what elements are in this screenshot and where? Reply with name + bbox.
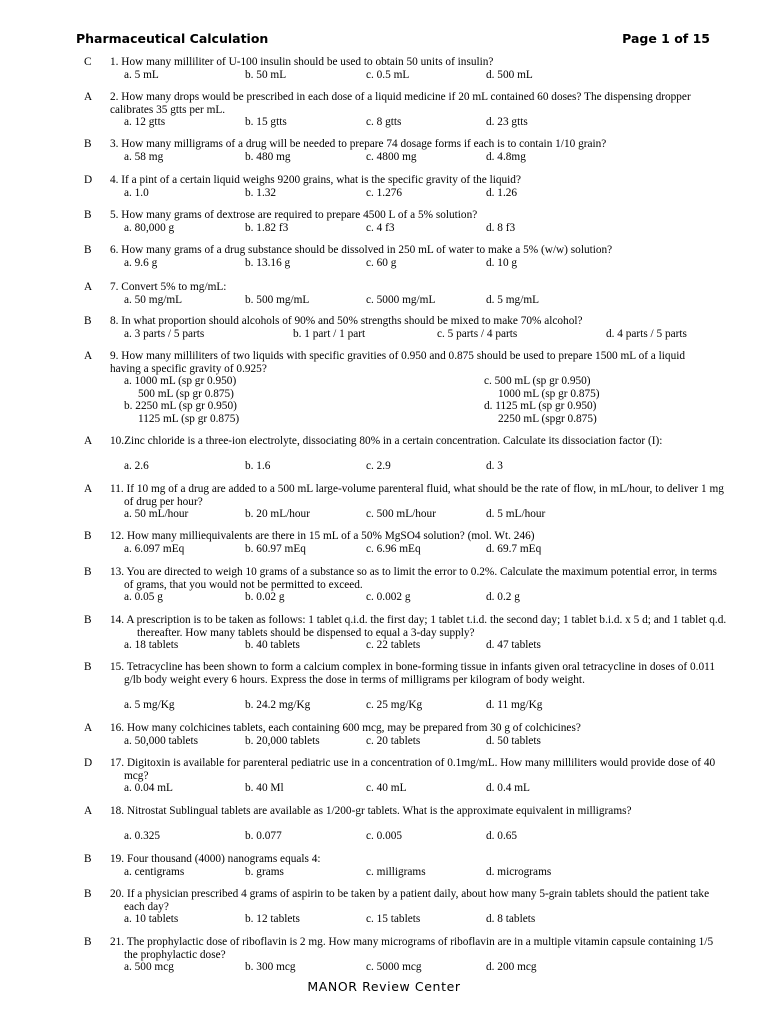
option-row bbox=[124, 591, 724, 604]
option: b. 40 tablets bbox=[245, 639, 300, 652]
options-group bbox=[124, 961, 724, 974]
option: a. 2.6 bbox=[124, 460, 149, 473]
option: b. grams bbox=[245, 865, 284, 878]
option-row bbox=[124, 699, 724, 712]
question-text: 17. Digitoxin is available for parenteral pediatric use in a concentration of 0.1mg/mL. How many milliliters would provide dose of 40 mcg? bbox=[110, 757, 716, 782]
option: d. 5 mL/hour bbox=[486, 508, 546, 521]
question-text: 15. Tetracycline has been shown to form a calcium complex in bone-forming tissue in infants given oral tetracycline in doses of 0.011 g/lb body weight every 6 hours. Express the dose in terms of milligrams per kilogram of body weight. bbox=[110, 661, 715, 686]
answer-key: B bbox=[84, 614, 92, 626]
option-row bbox=[124, 116, 724, 129]
answer-key: A bbox=[84, 281, 93, 293]
question-text: 1. How many milliliter of U-100 insulin should be used to obtain 50 units of insulin? bbox=[110, 56, 494, 68]
option: c. 60 g bbox=[366, 256, 397, 269]
question-text: 7. Convert 5% to mg/mL: bbox=[110, 281, 227, 293]
option-line: 500 mL (sp gr 0.875) bbox=[138, 387, 234, 400]
options-group bbox=[124, 699, 724, 712]
option: b. 12 tablets bbox=[245, 913, 300, 926]
option: a. 10 tablets bbox=[124, 913, 179, 926]
option: d. 47 tablets bbox=[486, 639, 541, 652]
option-line: 1000 mL (sp gr 0.875) bbox=[498, 387, 600, 400]
question-text: 18. Nitrostat Sublingual tablets are available as 1/200-gr tablets. What is the approximate equivalent in milligrams? bbox=[110, 805, 632, 817]
option-line: b. 2250 mL (sp gr 0.950) bbox=[124, 400, 237, 413]
options-group bbox=[124, 543, 724, 556]
question-text: 12. How many milliequivalents are there in 15 mL of a 50% MgSO4 solution? (mol. Wt. 246) bbox=[110, 530, 535, 542]
option: d. 1.26 bbox=[486, 186, 518, 199]
option: d. 23 gtts bbox=[486, 116, 528, 129]
answer-key: A bbox=[84, 722, 93, 734]
page-number: Page 1 of 15 bbox=[622, 31, 710, 46]
question-text: 3. How many milligrams of a drug will be needed to prepare 74 dosage forms if each is to contain 1/10 grain? bbox=[110, 138, 607, 150]
option-row bbox=[124, 328, 724, 341]
option: c. 6.96 mEq bbox=[366, 542, 421, 555]
option: a. 50,000 tablets bbox=[124, 734, 199, 747]
option: b. 1.32 bbox=[245, 186, 277, 199]
option-row bbox=[124, 460, 724, 473]
option-row bbox=[124, 639, 724, 652]
option: b. 300 mcg bbox=[245, 961, 296, 974]
option: c. 15 tablets bbox=[366, 913, 421, 926]
option: d. 3 bbox=[486, 460, 503, 473]
option-row bbox=[124, 782, 724, 795]
option: d. 8 tablets bbox=[486, 913, 536, 926]
option: b. 24.2 mg/Kg bbox=[245, 698, 311, 711]
question-text: 8. In what proportion should alcohols of 90% and 50% strengths should be mixed to make 70% alcohol? bbox=[110, 315, 583, 327]
answer-key: A bbox=[84, 435, 93, 447]
option: a. 5 mg/Kg bbox=[124, 698, 175, 711]
answer-key: A bbox=[84, 350, 93, 362]
option-row bbox=[124, 151, 724, 164]
question-text: 4. If a pint of a certain liquid weighs 9200 grains, what is the specific gravity of the liquid? bbox=[110, 174, 521, 186]
option: b. 15 gtts bbox=[245, 116, 287, 129]
option: b. 0.02 g bbox=[245, 591, 285, 604]
option: d. 11 mg/Kg bbox=[486, 698, 543, 711]
option: a. 80,000 g bbox=[124, 221, 175, 234]
option: c. 40 mL bbox=[366, 782, 407, 795]
option: a. 3 parts / 5 parts bbox=[124, 327, 205, 340]
option: c. milligrams bbox=[366, 865, 426, 878]
options-group bbox=[124, 69, 724, 82]
question-text: 11. If 10 mg of a drug are added to a 500 mL large-volume parenteral fluid, what should be the rate of flow, in mL/hour, to deliver 1 mg of drug per hour? bbox=[110, 483, 724, 508]
option: b. 60.97 mEq bbox=[245, 542, 306, 555]
answer-key: B bbox=[84, 530, 92, 542]
options-group bbox=[124, 257, 724, 270]
question-text: 9. How many milliliters of two liquids with specific gravities of 0.950 and 0.875 should be used to prepare 1500 mL of a liquid having a specific gravity of 0.925? bbox=[110, 350, 685, 375]
question-text: 10.Zinc chloride is a three-ion electrolyte, dissociating 80% in a certain concentration. Calculate its dissociation factor (I): bbox=[110, 435, 663, 447]
option: b. 40 Ml bbox=[245, 782, 284, 795]
option: b. 20,000 tablets bbox=[245, 734, 320, 747]
option: d. 500 mL bbox=[486, 68, 533, 81]
option: b. 20 mL/hour bbox=[245, 508, 310, 521]
options-group bbox=[124, 460, 724, 473]
option: a. 0.04 mL bbox=[124, 782, 173, 795]
options-group bbox=[124, 913, 724, 926]
option: d. 0.2 g bbox=[486, 591, 520, 604]
options-group bbox=[124, 328, 724, 341]
option: a. 1.0 bbox=[124, 186, 149, 199]
option: b. 1.6 bbox=[245, 460, 271, 473]
options-group bbox=[124, 866, 724, 879]
option bbox=[484, 375, 600, 400]
option: a. 9.6 g bbox=[124, 256, 158, 269]
question-text: 19. Four thousand (4000) nanograms equals 4: bbox=[110, 853, 321, 865]
option-row bbox=[124, 257, 724, 270]
option: a. 0.325 bbox=[124, 830, 161, 843]
option-line: 1125 mL (sp gr 0.875) bbox=[138, 412, 240, 425]
option: d. 50 tablets bbox=[486, 734, 541, 747]
option: c. 1.276 bbox=[366, 186, 403, 199]
options-group bbox=[124, 294, 724, 307]
option: b. 1.82 f3 bbox=[245, 221, 289, 234]
option: c. 4 f3 bbox=[366, 221, 395, 234]
option: d. 200 mcg bbox=[486, 961, 537, 974]
answer-key: A bbox=[84, 805, 93, 817]
answer-key: B bbox=[84, 315, 92, 327]
answer-key: B bbox=[84, 853, 92, 865]
option: c. 20 tablets bbox=[366, 734, 421, 747]
option: c. 5000 mg/mL bbox=[366, 293, 436, 306]
option: c. 22 tablets bbox=[366, 639, 421, 652]
document-title: Pharmaceutical Calculation bbox=[76, 31, 269, 46]
option: d. 5 mg/mL bbox=[486, 293, 540, 306]
option: b. 480 mg bbox=[245, 150, 291, 163]
option bbox=[124, 375, 236, 400]
option: c. 2.9 bbox=[366, 460, 391, 473]
option: a. 5 mL bbox=[124, 68, 159, 81]
option: d. 10 g bbox=[486, 256, 518, 269]
option: c. 4800 mg bbox=[366, 150, 417, 163]
answer-key: D bbox=[84, 757, 93, 769]
answer-key: A bbox=[84, 483, 93, 495]
option-row bbox=[124, 543, 724, 556]
option-line: d. 1125 mL (sp gr 0.950) bbox=[484, 400, 597, 413]
question-text: 14. A prescription is to be taken as follows: 1 tablet q.i.d. the first day; 1 tablet t.i.d. the second day; 1 tablet b.i.d. x 5 d; and 1 tablet q.d. thereafter. How many tablets should be dispensed to equal a 3-day supply? bbox=[110, 614, 727, 639]
option: d. 4.8mg bbox=[486, 150, 526, 163]
option: d. 4 parts / 5 parts bbox=[606, 327, 687, 340]
answer-key: C bbox=[84, 56, 92, 68]
option: b. 50 mL bbox=[245, 68, 287, 81]
footer-text: MANOR Review Center bbox=[307, 979, 461, 994]
option: d. 69.7 mEq bbox=[486, 542, 542, 555]
option: a. 50 mg/mL bbox=[124, 293, 183, 306]
option: d. 8 f3 bbox=[486, 221, 516, 234]
question-text: 21. The prophylactic dose of riboflavin is 2 mg. How many micrograms of riboflavin are in a multiple vitamin capsule containing 1/5 the prophylactic dose? bbox=[110, 936, 714, 961]
option: c. 25 mg/Kg bbox=[366, 698, 423, 711]
option-row bbox=[124, 508, 724, 521]
options-group bbox=[124, 591, 724, 604]
question-text: 2. How many drops would be prescribed in each dose of a liquid medicine if 20 mL contained 60 doses? The dispensing dropper calibrates 35 gtts per mL. bbox=[110, 91, 691, 116]
option-row bbox=[124, 294, 724, 307]
option: a. 18 tablets bbox=[124, 639, 179, 652]
option-row bbox=[124, 69, 724, 82]
option: a. 6.097 mEq bbox=[124, 542, 185, 555]
options-group bbox=[124, 116, 724, 129]
option: a. 0.05 g bbox=[124, 591, 163, 604]
option: b. 0.077 bbox=[245, 830, 282, 843]
option: c. 0.5 mL bbox=[366, 68, 410, 81]
option bbox=[124, 400, 239, 425]
options-group bbox=[124, 830, 724, 843]
options-group bbox=[124, 508, 724, 521]
options-group bbox=[124, 782, 724, 795]
option-row bbox=[124, 913, 724, 926]
option: b. 500 mg/mL bbox=[245, 293, 310, 306]
option: a. 50 mL/hour bbox=[124, 508, 189, 521]
option-row bbox=[124, 866, 724, 879]
option-line: c. 500 mL (sp gr 0.950) bbox=[484, 375, 591, 388]
option: a. 12 gtts bbox=[124, 116, 166, 129]
option: a. 58 mg bbox=[124, 150, 164, 163]
option: d. 0.4 mL bbox=[486, 782, 530, 795]
option-row bbox=[124, 735, 724, 748]
options-group bbox=[124, 151, 724, 164]
question-text: 13. You are directed to weigh 10 grams of a substance so as to limit the error to 0.2%. Calculate the maximum potential error, in terms of grams, that you would not be permitted to exceed. bbox=[110, 566, 717, 591]
option: b. 13.16 g bbox=[245, 256, 291, 269]
options-group bbox=[124, 639, 724, 652]
option: c. 5000 mcg bbox=[366, 961, 422, 974]
options-group bbox=[124, 222, 724, 235]
answer-key: B bbox=[84, 244, 92, 256]
question-text: 16. How many colchicines tablets, each containing 600 mcg, may be prepared from 30 g of colchicines? bbox=[110, 722, 581, 734]
answer-key: D bbox=[84, 174, 93, 186]
option-line: 2250 mL (spgr 0.875) bbox=[498, 412, 597, 425]
option: c. 0.002 g bbox=[366, 591, 411, 604]
answer-key: B bbox=[84, 936, 92, 948]
option-row bbox=[124, 187, 724, 200]
option-line: a. 1000 mL (sp gr 0.950) bbox=[124, 375, 237, 388]
option-row bbox=[124, 830, 724, 843]
option: d. micrograms bbox=[486, 865, 552, 878]
option: c. 0.005 bbox=[366, 830, 403, 843]
question-text: 6. How many grams of a drug substance should be dissolved in 250 mL of water to make a 5% (w/w) solution? bbox=[110, 244, 613, 256]
answer-key: B bbox=[84, 209, 92, 221]
answer-key: B bbox=[84, 138, 92, 150]
question-text: 20. If a physician prescribed 4 grams of aspirin to be taken by a patient daily, about how many 5-grain tablets should the patient take each day? bbox=[110, 888, 710, 913]
option: d. 0.65 bbox=[486, 830, 518, 843]
option: c. 500 mL/hour bbox=[366, 508, 436, 521]
option-row bbox=[124, 222, 724, 235]
answer-key: B bbox=[84, 888, 92, 900]
answer-key: B bbox=[84, 661, 92, 673]
option: c. 5 parts / 4 parts bbox=[437, 327, 518, 340]
option: c. 8 gtts bbox=[366, 116, 402, 129]
options-group bbox=[124, 735, 724, 748]
answer-key: A bbox=[84, 91, 93, 103]
option: b. 1 part / 1 part bbox=[293, 327, 366, 340]
question-text: 5. How many grams of dextrose are required to prepare 4500 L of a 5% solution? bbox=[110, 209, 478, 221]
option: a. 500 mcg bbox=[124, 961, 174, 974]
options-group bbox=[124, 187, 724, 200]
option-row bbox=[124, 961, 724, 974]
option: a. centigrams bbox=[124, 865, 185, 878]
option bbox=[484, 400, 597, 425]
answer-key: B bbox=[84, 566, 92, 578]
